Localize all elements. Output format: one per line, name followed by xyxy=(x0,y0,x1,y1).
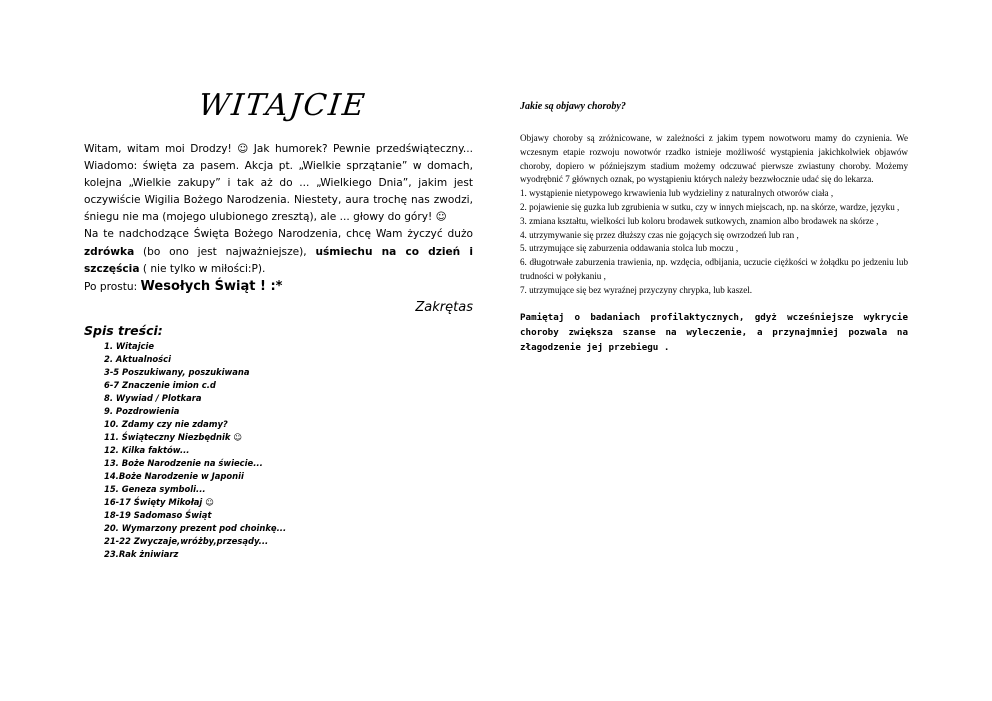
toc-item: 15. Geneza symboli... xyxy=(104,483,206,494)
symptom-item: 1. wystąpienie nietypowego krwawienia lub wydzieliny z naturalnych otworów ciała , xyxy=(520,188,834,199)
intro-paragraph-2 xyxy=(84,226,473,277)
symptoms-intro: Objawy choroby są zróżnicowane, w zależności z jakim typem nowotworu mamy do czynienia. We wczesnym etapie rozwoju nowotwór rzadko istnieje możliwość wystąpienia jakichkolwiek objawów choroby, dopiero w późniejszym stadium możemy odczuwać pierwsze zwiastuny choroby. Możemy wyodrębnić 7 głównych oznak, po wystąpieniu których należy bezzwłocznie udać się do lekarza. xyxy=(520,133,908,185)
toc-item: 3-5 Poszukiwany, poszukiwana xyxy=(104,366,250,377)
toc-heading: Spis treści: xyxy=(84,322,163,338)
symptom-item: 4. utrzymywanie się przez dłuższy czas nie gojących się owrzodzeń lub ran , xyxy=(520,229,799,240)
symptom-item: 6. długotrwałe zaburzenia trawienia, np. wzdęcia, odbijania, uczucie ciężkości w żołądku po jedzeniu lub trudności w połykaniu , xyxy=(520,257,908,281)
intro-paragraph-1: Witam, witam moi Drodzy! ☺ Jak humorek? Pewnie przedświąteczny... Wiadomo: święta za pasem. Akcja pt. „Wielkie sprzątanie” w domach, kolejna „Wielkie zakupy” i tak aż do ... „Wielkiego Dnia”, jakim jest oczywiście Wigilia Bożego Narodzenia. Niestety, aura trochę nas zwodzi, śniegu nie ma (mojego ulubionego zresztą), ale ... głowy do góry! ☺ xyxy=(84,143,473,224)
toc-item: 12. Kilka faktów... xyxy=(104,444,190,455)
wish-text-a: Na te nadchodzące Święta Bożego Narodzenia, chcę Wam życzyć dużo xyxy=(84,228,473,241)
wish-health: zdrówka xyxy=(84,245,135,258)
toc-item: 20. Wymarzony prezent pod choinkę... xyxy=(104,522,287,533)
section-question: Jakie są objawy choroby? xyxy=(520,101,626,112)
toc-item: 8. Wywiad / Plotkara xyxy=(104,392,202,403)
symptom-item: 3. zmiana kształtu, wielkości lub koloru brodawek sutkowych, znamion albo brodawek na skórze , xyxy=(520,215,879,226)
toc-item: 9. Pozdrowienia xyxy=(104,405,180,416)
toc-item: 23.Rak żniwiarz xyxy=(104,548,179,559)
wish-text-e: ( nie tylko w miłości:P). xyxy=(142,262,266,275)
left-page xyxy=(84,88,473,561)
symptom-item: 5. utrzymujące się zaburzenia oddawania stolca lub moczu , xyxy=(520,243,739,254)
wish-smile-happiness: uśmiechu na co dzień i szczęścia xyxy=(84,245,473,275)
toc-item: 21-22 Zwyczaje,wróżby,przesądy... xyxy=(104,535,269,546)
toc-item: 2. Aktualności xyxy=(104,353,171,364)
right-page xyxy=(520,101,908,355)
simply-line xyxy=(84,278,473,296)
toc-item: 11. Świąteczny Niezbędnik ☺ xyxy=(104,431,243,442)
toc-item: 6-7 Znaczenie imion c.d xyxy=(104,379,216,390)
toc-item: 18-19 Sadomaso Świąt xyxy=(104,509,212,520)
toc-item: 10. Zdamy czy nie zdamy? xyxy=(104,418,228,429)
toc-item: 16-17 Święty Mikołaj ☺ xyxy=(104,496,214,507)
prevention-note: Pamiętaj o badaniach profilaktycznych, gdyż wcześniejsze wykrycie choroby zwiększa szanse na wyleczenie, a przynajmniej pozwala na złagodzenie jej przebiegu . xyxy=(520,311,908,353)
signature: Zakrętas xyxy=(415,299,473,315)
intro-text xyxy=(84,141,473,296)
wish-text-c: (bo ono jest najważniejsze), xyxy=(143,245,307,258)
toc-item: 1. Witajcie xyxy=(104,340,155,351)
symptoms-text xyxy=(520,132,908,298)
symptom-item: 2. pojawienie się guzka lub zgrubienia w sutku, czy w innych miejscach, np. na skórze, wardze, języku , xyxy=(520,201,900,212)
toc-item: 14.Boże Narodzenie w Japonii xyxy=(104,470,244,481)
page-title: WITAJCIE xyxy=(196,88,369,123)
merry-christmas: Wesołych Świąt ! :* xyxy=(140,278,283,294)
toc-item: 13. Boże Narodzenie na świecie... xyxy=(104,457,263,468)
table-of-contents xyxy=(104,340,473,561)
symptom-item: 7. utrzymujące się bez wyraźnej przyczyny chrypka, lub kaszel. xyxy=(520,284,753,295)
simply-label: Po prostu: xyxy=(84,280,138,293)
